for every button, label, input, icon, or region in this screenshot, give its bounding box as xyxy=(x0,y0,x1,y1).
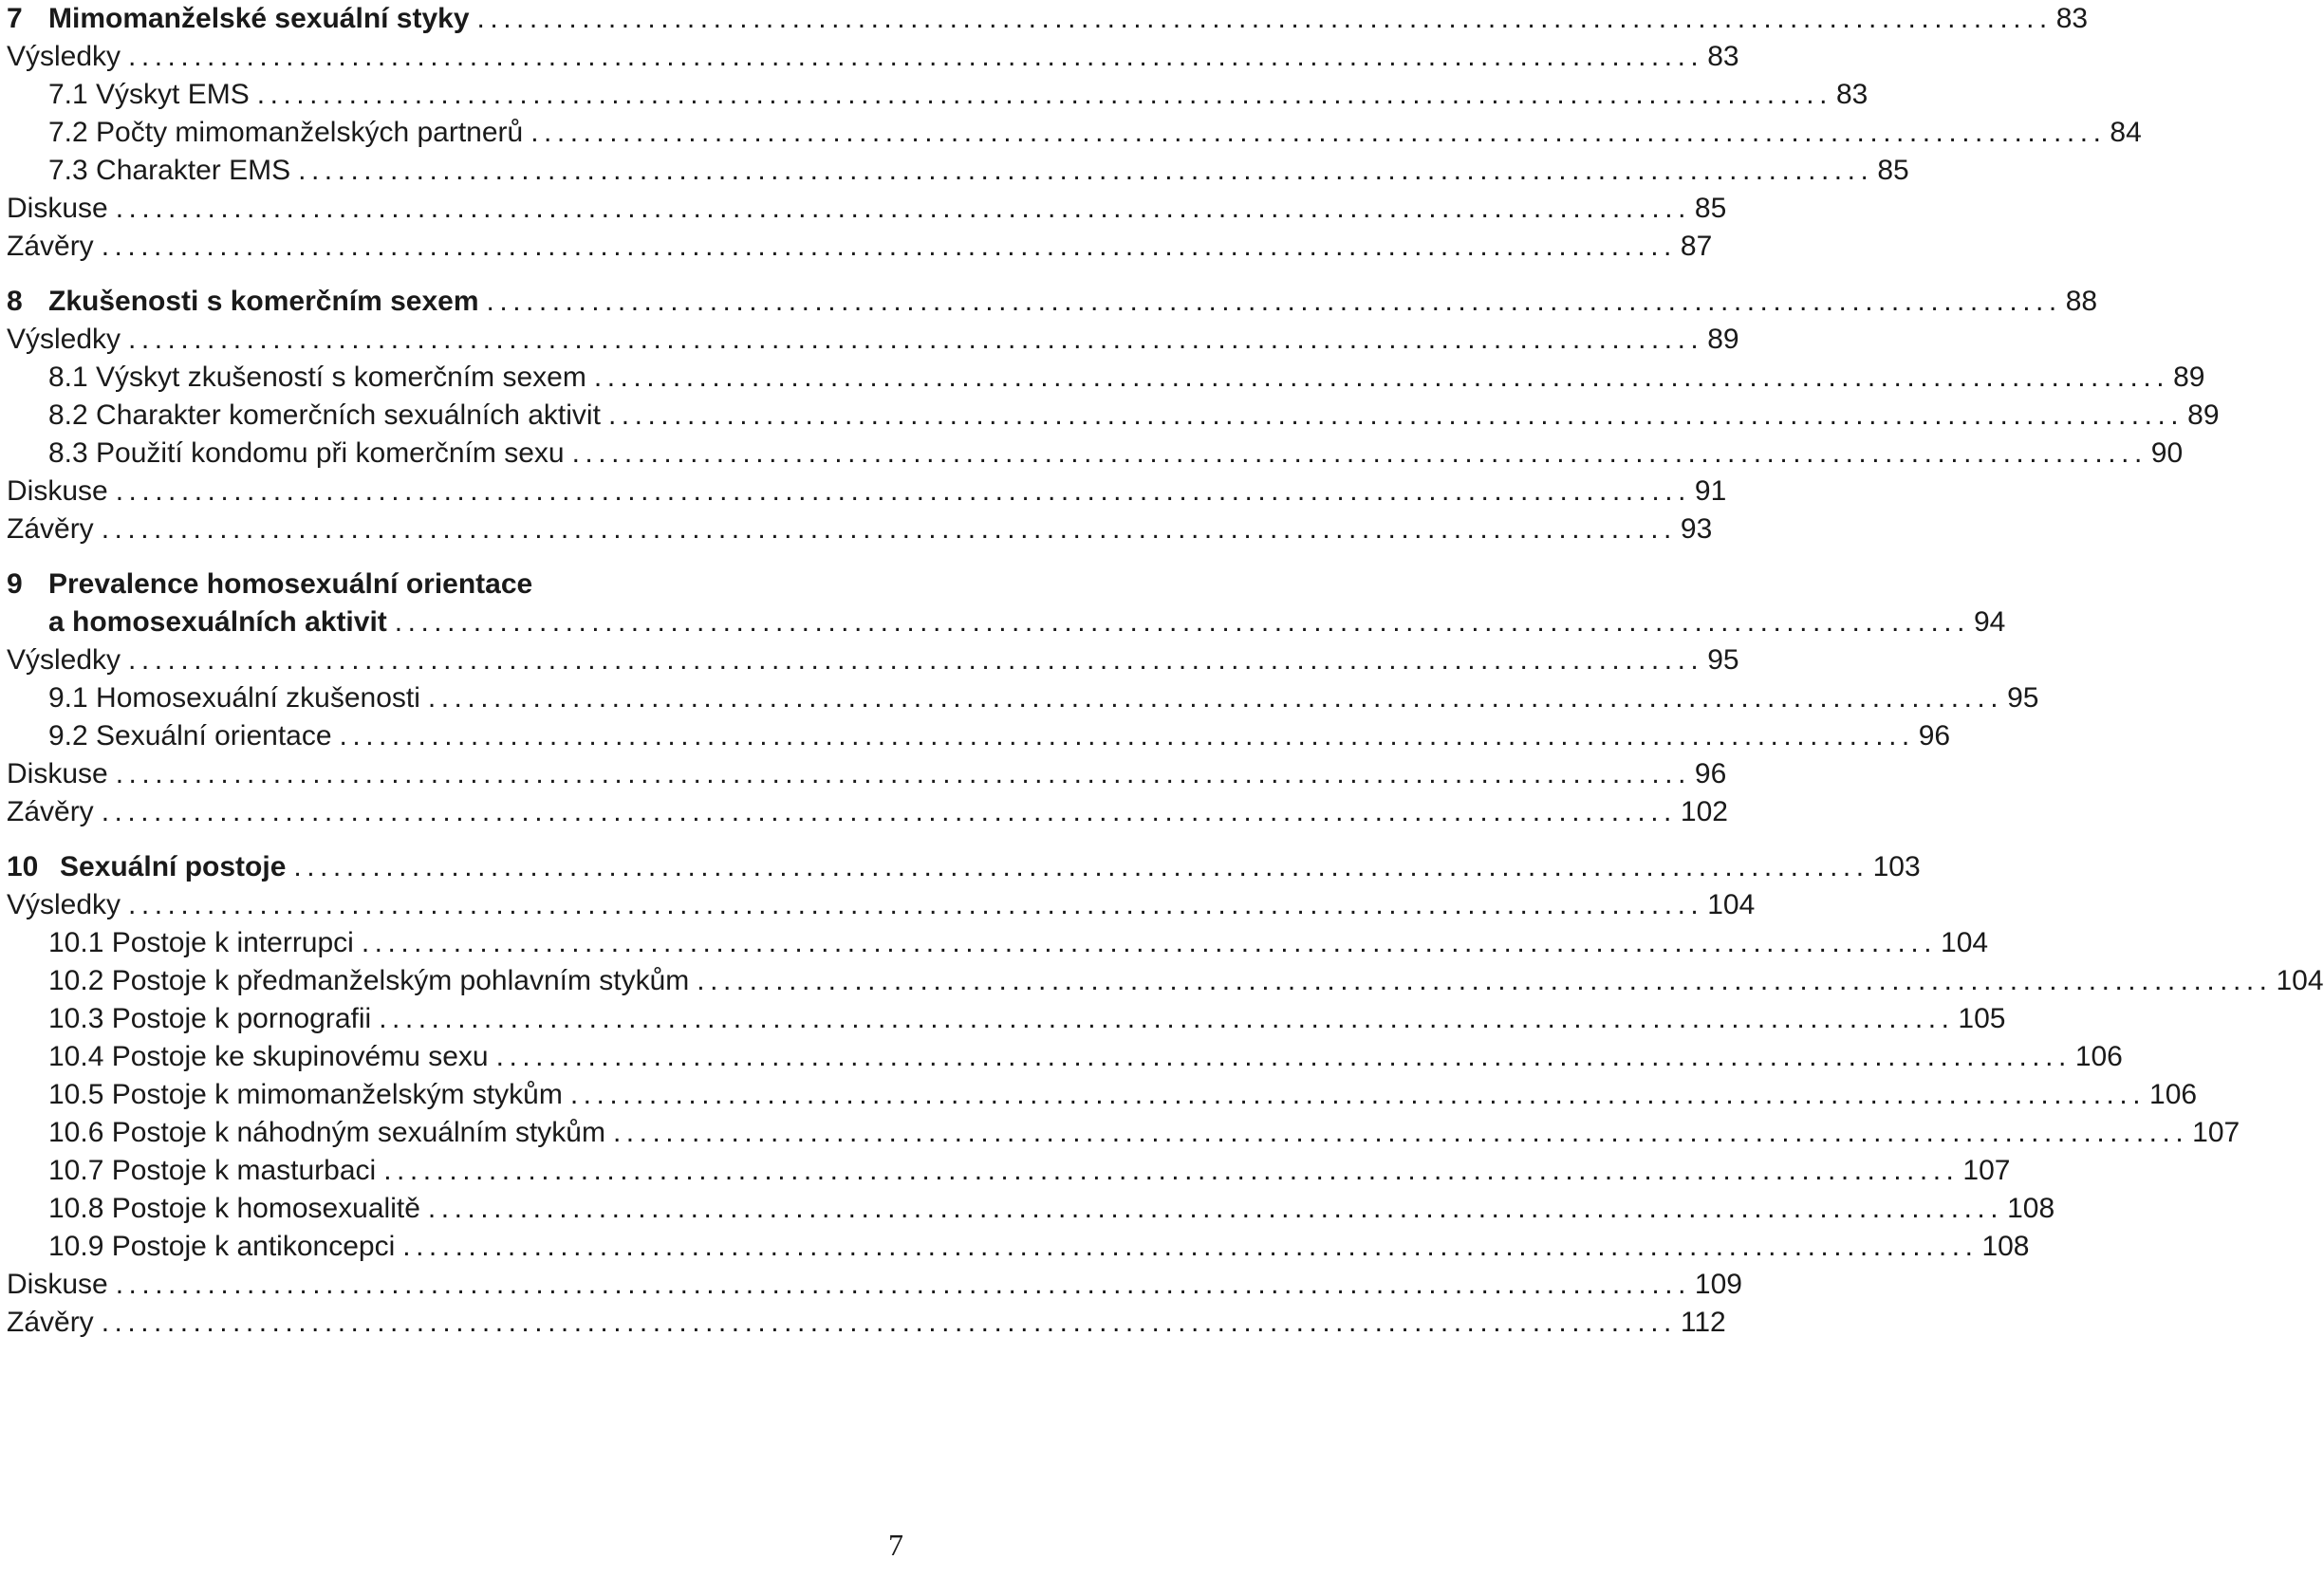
entry-label: 10.6 Postoje k náhodným sexuálním stykům xyxy=(48,1117,605,1148)
leader-dots: ........................................................................................................................ xyxy=(394,606,1970,638)
toc-entry[interactable] xyxy=(7,397,2220,435)
leader-dots: ........................................................................................................................ xyxy=(427,1193,2004,1224)
leader-dots: ........................................................................................................................ xyxy=(101,1307,1677,1338)
leader-dots: ........................................................................................................................ xyxy=(128,644,1704,676)
leader-dots: ........................................................................................................................ xyxy=(569,1079,2147,1110)
leader-dots: ........................................................................................................................ xyxy=(593,362,2170,393)
page-number: 85 xyxy=(1877,155,1909,186)
leader-dots: ........................................................................................................................ xyxy=(402,1231,1979,1262)
page-number: 91 xyxy=(1694,475,1727,507)
leader-dots: ........................................................................................................................ xyxy=(128,889,1704,920)
page-number: 108 xyxy=(2007,1193,2055,1224)
toc-entry[interactable] xyxy=(7,359,2205,397)
entry-label: Výsledky xyxy=(7,644,121,676)
page-number: 89 xyxy=(1707,324,1739,355)
toc-entry[interactable] xyxy=(7,1304,1726,1342)
entry-label: 10.3 Postoje k pornografii xyxy=(48,1003,372,1034)
entry-label: 7.3 Charakter EMS xyxy=(48,155,291,186)
toc-entry[interactable] xyxy=(7,962,2324,1000)
entry-label: Diskuse xyxy=(7,475,108,507)
leader-dots: ........................................................................................................................ xyxy=(128,41,1704,72)
entry-label: Diskuse xyxy=(7,1269,108,1300)
leader-dots: ........................................................................................................................ xyxy=(607,399,2185,431)
section-gap xyxy=(7,548,905,566)
entry-label: 10.7 Postoje k masturbaci xyxy=(48,1155,377,1186)
page-number: 107 xyxy=(2192,1117,2240,1148)
toc-entry[interactable] xyxy=(7,1000,2006,1038)
toc-entry[interactable] xyxy=(7,793,1728,831)
toc-entry[interactable] xyxy=(7,1114,2240,1152)
chapter-title: Prevalence homosexuální orientace xyxy=(48,568,533,600)
entry-label: Závěry xyxy=(7,796,94,827)
toc-entry[interactable] xyxy=(7,1152,2011,1190)
page-number: 83 xyxy=(1835,79,1868,110)
entry-label: Výsledky xyxy=(7,889,121,920)
chapter-heading[interactable] xyxy=(7,603,2006,641)
leader-dots: ........................................................................................................................ xyxy=(115,475,1691,507)
entry-label: Závěry xyxy=(7,1307,94,1338)
leader-dots: ........................................................................................................................ xyxy=(383,1155,1960,1186)
leader-dots: ........................................................................................................................ xyxy=(427,682,2004,714)
toc-entry[interactable] xyxy=(7,679,2039,717)
entry-label: 7.1 Výskyt EMS xyxy=(48,79,250,110)
page-number: 102 xyxy=(1680,796,1728,827)
page-number: 95 xyxy=(1707,644,1739,676)
leader-dots: ........................................................................................................................ xyxy=(293,851,1869,882)
toc-entry[interactable] xyxy=(7,228,1713,266)
leader-dots: ........................................................................................................................ xyxy=(256,79,1832,110)
page-number: 95 xyxy=(2007,682,2039,714)
chapter-title: 10 Sexuální postoje xyxy=(7,848,293,886)
toc-entry[interactable] xyxy=(7,641,1739,679)
entry-label: 10.8 Postoje k homosexualitě xyxy=(48,1193,420,1224)
page-number: 105 xyxy=(1958,1003,2006,1034)
page-number: 87 xyxy=(1680,231,1713,262)
toc-entry[interactable] xyxy=(7,38,1739,76)
leader-dots: ........................................................................................................................ xyxy=(476,3,2053,34)
entry-label: 10.5 Postoje k mimomanželským stykům xyxy=(48,1079,563,1110)
page-number: 85 xyxy=(1694,193,1727,224)
entry-label: Diskuse xyxy=(7,758,108,789)
toc-entry[interactable] xyxy=(7,924,1989,962)
leader-dots: ........................................................................................................................ xyxy=(115,758,1691,789)
page-number: 89 xyxy=(2187,399,2220,431)
leader-dots: ........................................................................................................................ xyxy=(697,965,2273,996)
leader-dots: ........................................................................................................................ xyxy=(571,437,2147,469)
entry-label: 8.3 Použití kondomu při komerčním sexu xyxy=(48,437,565,469)
entry-label: 10.9 Postoje k antikoncepci xyxy=(48,1231,396,1262)
leader-dots: ........................................................................................................................ xyxy=(486,286,2062,317)
entry-label: Závěry xyxy=(7,231,94,262)
chapter-title: 8 Zkušenosti s komerčním sexem xyxy=(7,283,487,321)
entry-label: 8.2 Charakter komerčních sexuálních aktivit xyxy=(48,399,601,431)
page-number: 93 xyxy=(1680,513,1713,545)
toc-entry[interactable] xyxy=(7,1038,2123,1076)
page-number: 103 xyxy=(1872,851,1921,882)
toc-entry[interactable] xyxy=(7,755,1727,793)
leader-dots: ........................................................................................................................ xyxy=(379,1003,1955,1034)
chapter-heading[interactable] xyxy=(7,0,2089,38)
leader-dots: ........................................................................................................................ xyxy=(115,1269,1691,1300)
toc-entry[interactable] xyxy=(7,1076,2198,1114)
toc-entry[interactable] xyxy=(7,511,1713,548)
page-number: 108 xyxy=(1981,1231,2030,1262)
entry-label: 9.2 Sexuální orientace xyxy=(48,720,332,752)
page-number: 109 xyxy=(1694,1269,1742,1300)
chapter-title-line xyxy=(7,566,905,603)
page-number: 84 xyxy=(2110,117,2142,148)
page-number: 96 xyxy=(1918,720,1951,752)
page-folio: 7 xyxy=(888,1528,903,1562)
page-number: 83 xyxy=(1707,41,1739,72)
section-gap xyxy=(7,831,905,848)
toc-entry[interactable] xyxy=(7,1228,2030,1266)
leader-dots: ........................................................................................................................ xyxy=(128,324,1704,355)
page-number: 104 xyxy=(1941,927,1989,958)
toc-entry[interactable] xyxy=(7,190,1727,228)
toc-entry[interactable] xyxy=(7,473,1727,511)
leader-dots: ........................................................................................................................ xyxy=(101,513,1677,545)
entry-label: 8.1 Výskyt zkušeností s komerčním sexem xyxy=(48,362,586,393)
chapter-heading[interactable] xyxy=(7,848,1921,886)
toc-entry[interactable] xyxy=(7,1190,2055,1228)
entry-label: 10.2 Postoje k předmanželským pohlavním stykům xyxy=(48,965,690,996)
entry-label: 7.2 Počty mimomanželských partnerů xyxy=(48,117,524,148)
leader-dots: ........................................................................................................................ xyxy=(612,1117,2189,1148)
leader-dots: ........................................................................................................................ xyxy=(361,927,1938,958)
chapter-number: 7 xyxy=(7,3,23,34)
entry-label: 9.1 Homosexuální zkušenosti xyxy=(48,682,420,714)
entry-label: 10.4 Postoje ke skupinovému sexu xyxy=(48,1041,489,1072)
toc-entry[interactable] xyxy=(7,717,1951,755)
leader-dots: ........................................................................................................................ xyxy=(298,155,1874,186)
entry-label: Výsledky xyxy=(7,324,121,355)
chapter-number: 10 xyxy=(7,851,39,882)
chapter-number: 8 xyxy=(7,286,23,317)
entry-label: 10.1 Postoje k interrupci xyxy=(48,927,354,958)
toc-entry[interactable] xyxy=(7,886,1756,924)
page-number: 104 xyxy=(1707,889,1756,920)
toc-entry[interactable] xyxy=(7,435,2184,473)
page-number: 94 xyxy=(1973,606,2006,638)
page-number: 89 xyxy=(2173,362,2205,393)
page-number: 90 xyxy=(2150,437,2184,469)
toc-entry[interactable] xyxy=(7,321,1739,359)
entry-label: Diskuse xyxy=(7,193,108,224)
chapter-title-continued: a homosexuálních aktivit xyxy=(48,606,387,638)
page-number: 107 xyxy=(1962,1155,2011,1186)
chapter-heading[interactable] xyxy=(7,283,2098,321)
page-number: 83 xyxy=(2055,3,2089,34)
page-number: 106 xyxy=(2074,1041,2123,1072)
toc-entry[interactable] xyxy=(7,152,1909,190)
page-number: 104 xyxy=(2276,965,2324,996)
entry-label: Výsledky xyxy=(7,41,121,72)
leader-dots: ........................................................................................................................ xyxy=(495,1041,2072,1072)
leader-dots: ........................................................................................................................ xyxy=(101,796,1677,827)
toc-entry[interactable] xyxy=(7,1266,1742,1304)
chapter-number: 9 xyxy=(7,568,23,600)
page-number: 106 xyxy=(2149,1079,2198,1110)
page-number: 88 xyxy=(2065,286,2098,317)
chapter-title: 7 Mimomanželské sexuální styky xyxy=(7,0,477,38)
toc-entry[interactable] xyxy=(7,76,1868,114)
page-number: 96 xyxy=(1694,758,1727,789)
toc-entry[interactable] xyxy=(7,114,2142,152)
leader-dots: ........................................................................................................................ xyxy=(339,720,1915,752)
leader-dots: ........................................................................................................................ xyxy=(101,231,1677,262)
leader-dots: ........................................................................................................................ xyxy=(530,117,2107,148)
page-number: 112 xyxy=(1680,1307,1726,1338)
entry-label: Závěry xyxy=(7,513,94,545)
section-gap xyxy=(7,266,905,283)
table-of-contents xyxy=(7,0,2324,1342)
leader-dots: ........................................................................................................................ xyxy=(115,193,1691,224)
